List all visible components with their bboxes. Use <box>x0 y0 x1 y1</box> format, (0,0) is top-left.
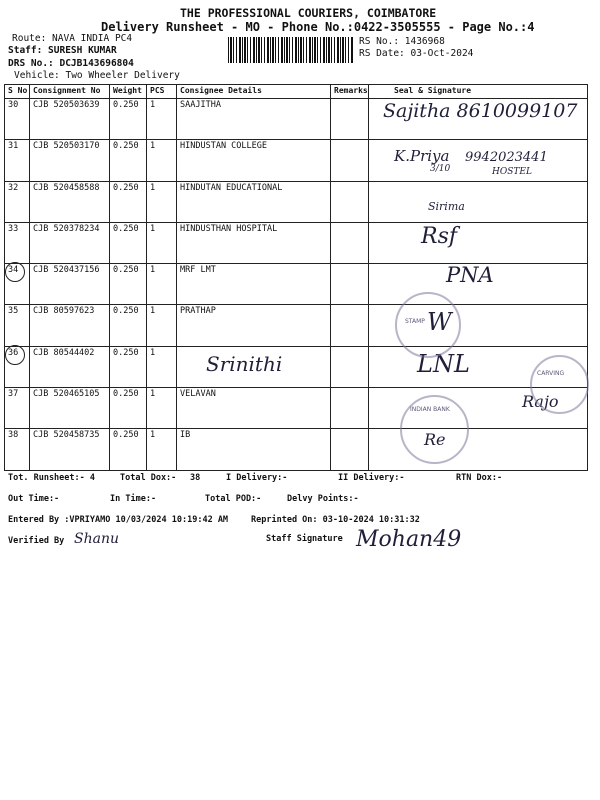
route-label: Route: NAVA INDIA PC4 <box>12 33 133 44</box>
row-sno: 38 <box>5 429 30 470</box>
row-consignment: CJB 520503170 <box>30 140 110 181</box>
total-dox-value: 38 <box>190 473 201 483</box>
drs-number: DRS No.: DCJB143696804 <box>8 58 134 69</box>
runsheet-table <box>4 84 588 471</box>
row-pcs: 1 <box>147 99 177 140</box>
row-consignee: HINDUTAN EDUCATIONAL <box>177 181 331 222</box>
row-consignment: CJB 520458735 <box>30 429 110 470</box>
row-remarks <box>331 99 369 140</box>
total-pod: Total POD:- <box>205 494 262 504</box>
sig-row-33: Rsf <box>421 224 457 249</box>
table-row <box>5 264 588 305</box>
staff-signature: Mohan49 <box>356 527 462 552</box>
row-consignment: CJB 80544402 <box>30 346 110 387</box>
row-remarks <box>331 140 369 181</box>
rtn-dox: RTN Dox:- <box>456 473 503 483</box>
row-consignee: HINDUSTAN COLLEGE <box>177 140 331 181</box>
verified-by-signature: Shanu <box>74 531 119 547</box>
sig-row-31-date: 3/10 <box>430 164 451 174</box>
row-sno: 36 <box>5 346 30 387</box>
company-name: THE PROFESSIONAL COURIERS, COIMBATORE <box>180 6 437 20</box>
col-pcs: PCS <box>147 85 177 99</box>
row-pcs: 1 <box>147 346 177 387</box>
reprinted-on: Reprinted On: 03-10-2024 10:31:32 <box>251 515 420 525</box>
row-seal <box>369 222 588 263</box>
sig-row-31-name: K.Priya <box>394 147 450 165</box>
row-pcs: 1 <box>147 140 177 181</box>
vehicle-label: Vehicle: Two Wheeler Delivery <box>14 70 180 81</box>
seal-stamp-35-text: STAMP <box>405 318 425 325</box>
verified-by-label: Verified By <box>8 536 65 546</box>
rs-number: RS No.: 1436968 <box>359 36 445 47</box>
sig-row-31-hostel: HOSTEL <box>492 167 532 177</box>
seal-stamp-35 <box>395 292 461 358</box>
staff-label: Staff: SURESH KUMAR <box>8 45 117 56</box>
row-weight: 0.250 <box>110 181 147 222</box>
row-consignee: MRF LMT <box>177 264 331 305</box>
sig-row-34: PNA <box>446 263 494 287</box>
row-weight: 0.250 <box>110 99 147 140</box>
row-sno: 30 <box>5 99 30 140</box>
row-consignee: VELAVAN <box>177 388 331 429</box>
row-sno: 34 <box>5 264 30 305</box>
delvy-points: Delvy Points:- <box>287 494 359 504</box>
row-sno: 33 <box>5 222 30 263</box>
row-pcs: 1 <box>147 305 177 346</box>
row-weight: 0.250 <box>110 264 147 305</box>
row-sno: 31 <box>5 140 30 181</box>
table-row <box>5 346 588 387</box>
row-consignee: PRATHAP <box>177 305 331 346</box>
table-row <box>5 429 588 470</box>
row-consignee: SAAJITHA <box>177 99 331 140</box>
row-consignment: CJB 520458588 <box>30 181 110 222</box>
row-pcs: 1 <box>147 264 177 305</box>
row-sno: 35 <box>5 305 30 346</box>
col-sno: S No <box>5 85 30 99</box>
col-consignment: Consignment No <box>30 85 110 99</box>
table-row <box>5 388 588 429</box>
row-remarks <box>331 305 369 346</box>
col-weight: Weight <box>110 85 147 99</box>
runsheet-title: Delivery Runsheet - MO - Phone No.:0422-3505555 - Page No.:4 <box>101 20 535 34</box>
row-consignment: CJB 520437156 <box>30 264 110 305</box>
out-time: Out Time:- <box>8 494 60 504</box>
row-seal <box>369 181 588 222</box>
row-36-circle-mark <box>5 345 25 365</box>
sig-row-31-phone: 9942023441 <box>465 150 548 165</box>
row-sno: 37 <box>5 388 30 429</box>
row-34-circle-mark <box>5 262 25 282</box>
sig-row-36: LNL <box>417 350 470 378</box>
row-weight: 0.250 <box>110 429 147 470</box>
row-consignment: CJB 520465105 <box>30 388 110 429</box>
seal-stamp-37 <box>530 355 589 414</box>
row-remarks <box>331 388 369 429</box>
in-time: In Time:- <box>110 494 157 504</box>
sig-row-37: Rajo <box>522 392 559 411</box>
seal-stamp-37-text: CARVING <box>537 370 565 377</box>
sig-row-35: W <box>427 308 452 336</box>
row-weight: 0.250 <box>110 305 147 346</box>
row-consignment: CJB 520503639 <box>30 99 110 140</box>
row-remarks <box>331 346 369 387</box>
sig-row-30: Sajitha 8610099107 <box>383 100 578 122</box>
table-row <box>5 222 588 263</box>
row-remarks <box>331 222 369 263</box>
row-pcs: 1 <box>147 429 177 470</box>
total-dox-label: Total Dox:- <box>120 473 177 483</box>
row-consignee: HINDUSTHAN HOSPITAL <box>177 222 331 263</box>
col-consignee: Consignee Details <box>177 85 331 99</box>
row-consignee: IB <box>177 429 331 470</box>
row-weight: 0.250 <box>110 388 147 429</box>
row-weight: 0.250 <box>110 140 147 181</box>
i-delivery: I Delivery:- <box>226 473 288 483</box>
row-remarks <box>331 264 369 305</box>
table-header-row <box>5 85 588 99</box>
sig-row-32: Sirima <box>428 200 465 213</box>
row-pcs: 1 <box>147 222 177 263</box>
entered-by: Entered By :VPRIYAMO 10/03/2024 10:19:42 AM <box>8 515 229 525</box>
table-row <box>5 305 588 346</box>
table-row <box>5 181 588 222</box>
row-consignment: CJB 80597623 <box>30 305 110 346</box>
row-pcs: 1 <box>147 181 177 222</box>
row-weight: 0.250 <box>110 222 147 263</box>
row-remarks <box>331 429 369 470</box>
ii-delivery: II Delivery:- <box>338 473 405 483</box>
tot-runsheet: Tot. Runsheet:- 4 <box>8 473 95 483</box>
sig-row-38: Re <box>424 430 446 449</box>
row-pcs: 1 <box>147 388 177 429</box>
row-36-consignee-handwritten: Srinithi <box>206 352 283 376</box>
row-weight: 0.250 <box>110 346 147 387</box>
row-remarks <box>331 181 369 222</box>
barcode <box>228 37 354 63</box>
rs-date: RS Date: 03-Oct-2024 <box>359 48 474 59</box>
row-consignment: CJB 520378234 <box>30 222 110 263</box>
col-remarks: Remarks <box>331 85 369 99</box>
col-seal: Seal & Signature <box>369 85 588 99</box>
row-sno: 32 <box>5 181 30 222</box>
staff-signature-label: Staff Signature <box>266 534 343 544</box>
seal-stamp-38-text: INDIAN BANK <box>410 406 450 413</box>
